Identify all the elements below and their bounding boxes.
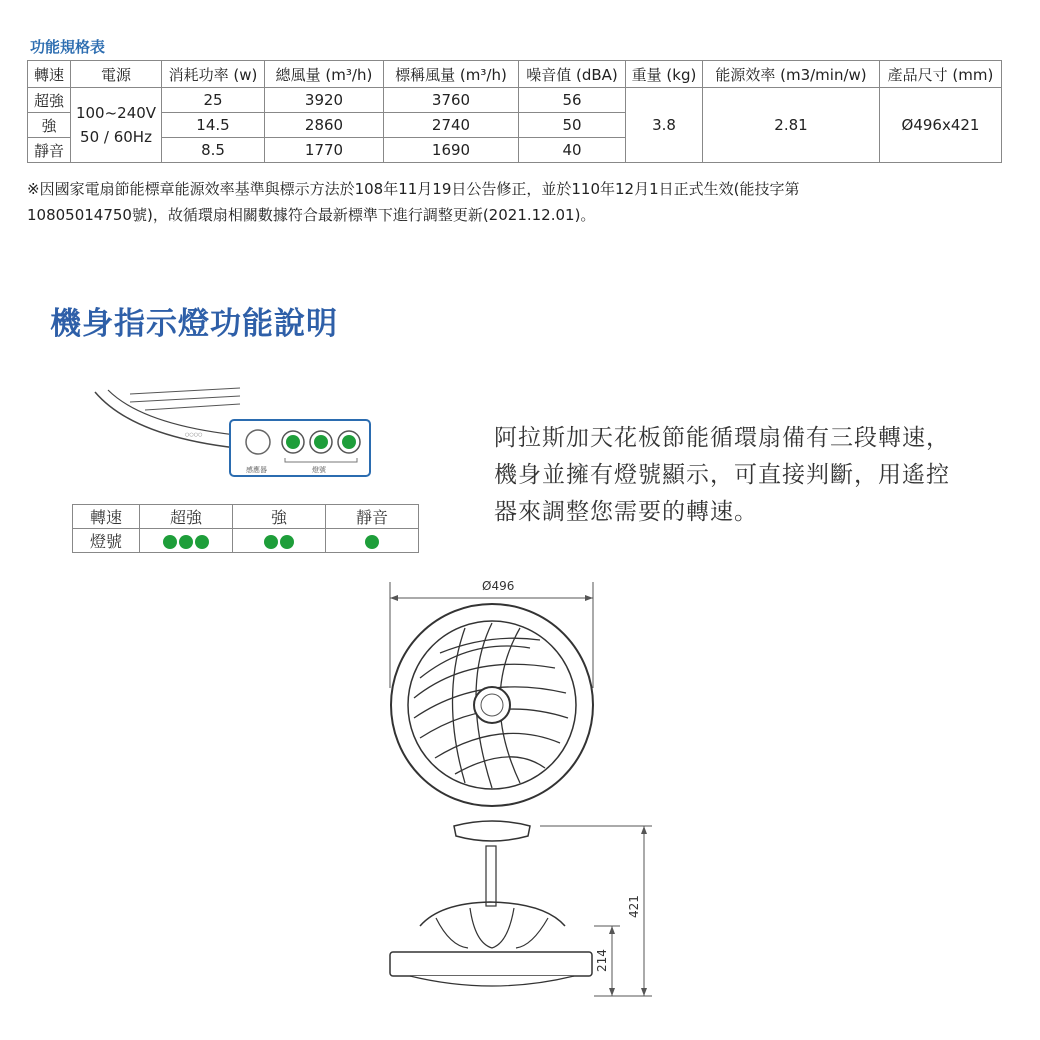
small-dots-mark: ○○○○ (185, 432, 203, 438)
header-weight: 重量 (kg) (626, 61, 703, 88)
header-speed: 轉速 (28, 61, 71, 88)
row-noise: 40 (519, 138, 626, 163)
power-source-cell (71, 88, 162, 163)
ceiling-mount (454, 821, 530, 841)
frequency: 50 / 60Hz (80, 128, 152, 146)
indicator-section-title: 機身指示燈功能說明 (50, 306, 338, 342)
spec-table (27, 60, 1002, 163)
spec-table-title: 功能規格表 (30, 38, 106, 56)
light-row-label: 燈號 (73, 529, 140, 553)
indicator-table (72, 504, 419, 553)
arrow-left (390, 595, 398, 601)
efficiency-cell: 2.81 (703, 88, 880, 163)
row-power: 25 (162, 88, 265, 113)
dots-strong (233, 529, 326, 553)
fan-blades-side (436, 908, 548, 948)
sensor-icon (246, 430, 270, 454)
header-efficiency: 能源效率 (m3/min/w) (703, 61, 880, 88)
header-noise: 噪音值 (dBA) (519, 61, 626, 88)
row-speed: 超強 (28, 88, 71, 113)
header-power-consumption: 消耗功率 (w) (162, 61, 265, 88)
indicator-row-light (73, 529, 419, 553)
row-power: 8.5 (162, 138, 265, 163)
arrow-top (641, 826, 647, 834)
led-label: 燈號 (312, 466, 326, 474)
green-dot (163, 535, 177, 549)
efficiency-note (27, 176, 1017, 228)
arrow-mid-bottom (609, 988, 615, 996)
row-power: 14.5 (162, 113, 265, 138)
green-dot (365, 535, 379, 549)
arrow-bottom (641, 988, 647, 996)
speed-super-strong: 超強 (140, 505, 233, 529)
dots-super-strong (140, 529, 233, 553)
body-height-label: 214 (595, 949, 609, 972)
arrow-mid-top (609, 926, 615, 934)
dots-quiet (326, 529, 419, 553)
note-line-2: 10805014750號)，故循環扇相關數據符合最新標準下進行調整更新(2021.12.01)。 (27, 206, 596, 224)
description-line-1: 阿拉斯加天花板節能循環扇備有三段轉速， (494, 425, 950, 451)
green-dot (280, 535, 294, 549)
row-total-air: 1770 (265, 138, 384, 163)
table-row (28, 88, 1002, 113)
fan-bottom-grille (410, 976, 574, 986)
fan-body-base (390, 952, 592, 976)
row-speed: 靜音 (28, 138, 71, 163)
fan-grille-lines (130, 388, 240, 410)
sensor-label: 感應器 (246, 466, 267, 474)
speed-quiet: 靜音 (326, 505, 419, 529)
row-total-air: 2860 (265, 113, 384, 138)
fan-side-view-drawing (380, 818, 680, 1008)
row-nominal-air: 3760 (384, 88, 519, 113)
row-total-air: 3920 (265, 88, 384, 113)
note-line-1: ※因國家電扇節能標章能源效率基準與標示方法於108年11月19日公告修正，並於110年12月1日正式生效(能技字第 (27, 180, 800, 198)
led-indicator-2 (314, 435, 328, 449)
speed-row-label: 轉速 (73, 505, 140, 529)
green-dot (195, 535, 209, 549)
spec-header-row (28, 61, 1002, 88)
size-cell: Ø496x421 (880, 88, 1002, 163)
green-dot (179, 535, 193, 549)
indicator-row-speed (73, 505, 419, 529)
diameter-label: Ø496 (482, 579, 515, 593)
voltage: 100~240V (75, 104, 157, 122)
row-speed: 強 (28, 113, 71, 138)
row-noise: 50 (519, 113, 626, 138)
height-label: 421 (627, 895, 641, 918)
hub-inner (481, 694, 503, 716)
description-line-2: 機身並擁有燈號顯示，可直接判斷，用遙控 (494, 462, 950, 488)
row-nominal-air: 1690 (384, 138, 519, 163)
green-dot (264, 535, 278, 549)
header-total-airflow: 總風量 (m³/h) (265, 61, 384, 88)
led-indicator-1 (286, 435, 300, 449)
description-line-3: 器來調整您需要的轉速。 (494, 499, 758, 525)
indicator-description (494, 420, 1014, 531)
fan-top-view-drawing (380, 578, 660, 808)
fan-panel-illustration (90, 382, 390, 482)
downrod (486, 846, 496, 906)
header-size: 產品尺寸 (mm) (880, 61, 1002, 88)
led-indicator-3 (342, 435, 356, 449)
arrow-right (585, 595, 593, 601)
weight-cell: 3.8 (626, 88, 703, 163)
row-nominal-air: 2740 (384, 113, 519, 138)
row-noise: 56 (519, 88, 626, 113)
speed-strong: 強 (233, 505, 326, 529)
header-nominal-airflow: 標稱風量 (m³/h) (384, 61, 519, 88)
header-power-source: 電源 (71, 61, 162, 88)
